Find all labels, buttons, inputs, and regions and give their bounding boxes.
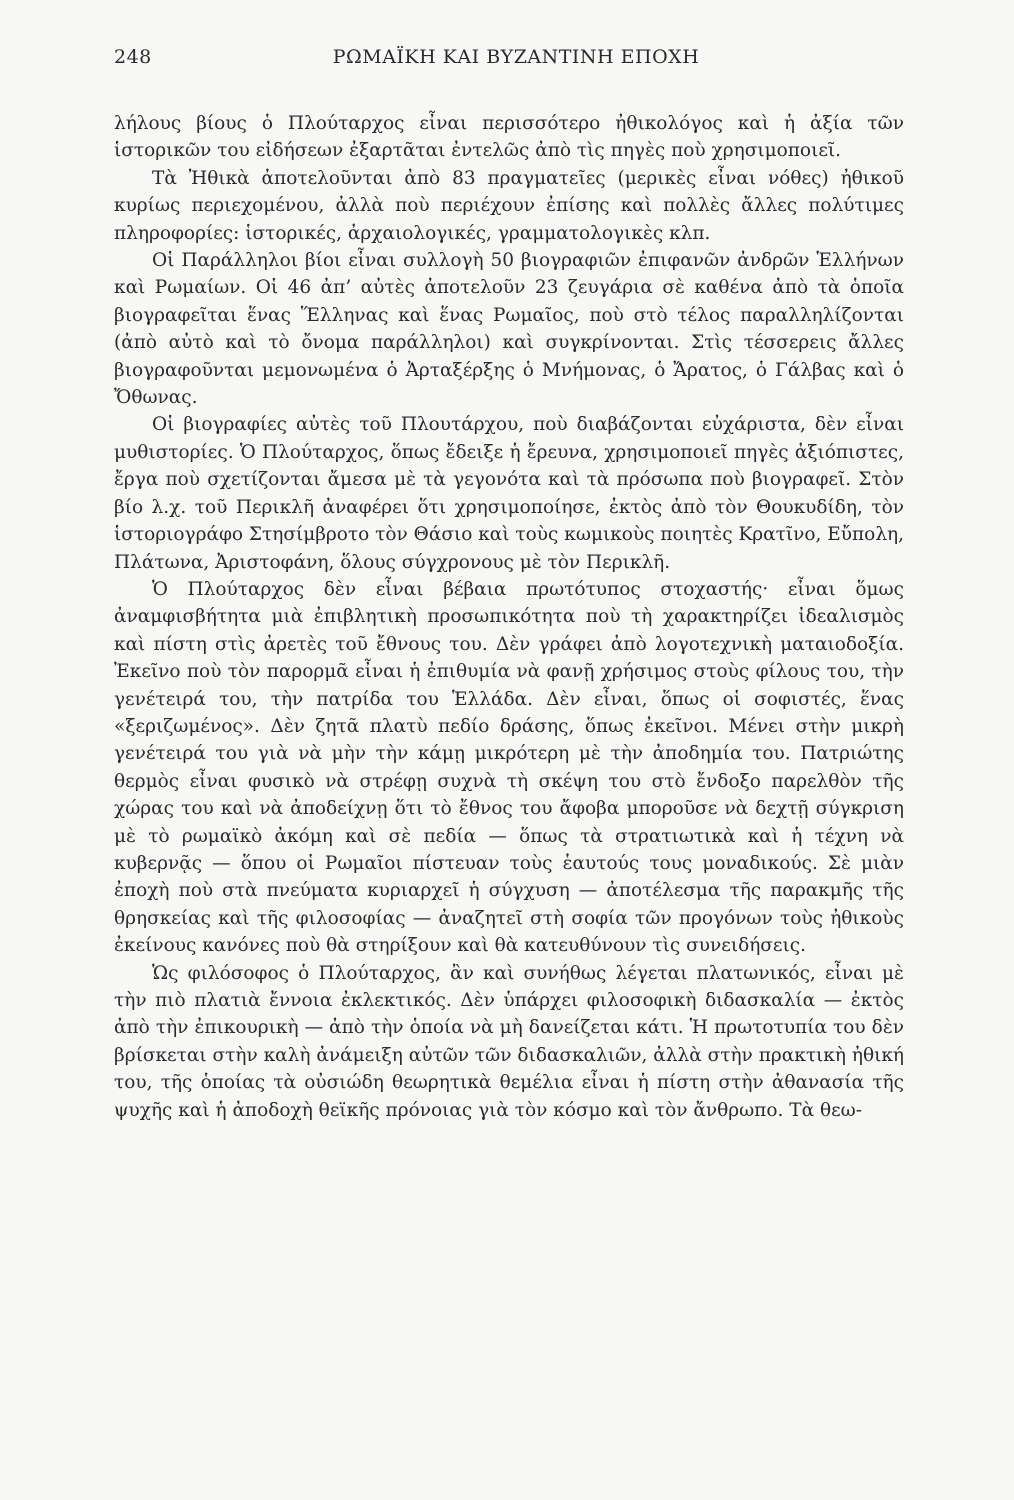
running-title: ΡΩΜΑΪΚΗ ΚΑΙ ΒΥΖΑΝΤΙΝΗ ΕΠΟΧΗ [332,46,700,68]
page-number: 248 [114,46,152,68]
paragraph: Τὰ Ἠθικὰ ἀποτελοῦνται ἀπὸ 83 πραγματεῖες (μερικὲς εἶναι νόθες) ἠθικοῦ κυρίως περιεχομένου, ἀλλὰ ποὺ περιέχουν ἐπίσης καὶ πολλὲς ἄλλες πολύτιμες πληροφορίες: ἱστορικές, ἀρχαιολογικές, γραμματολογικὲς κλπ. [114,167,904,244]
paragraph: Ὁ Πλούταρχος δὲν εἶναι βέβαια πρωτότυπος στοχαστής· εἶναι ὅμως ἀναμφισβήτητα μιὰ ἐπιβλητικὴ προσωπικότητα ποὺ τὴ χαρακτηρίζει ἰδεαλισμὸς καὶ πίστη στὶς ἀρετὲς τοῦ ἔθνους του. Δὲν γράφει ἀπὸ λογοτεχνικὴ ματαιοδοξία. Ἐκεῖνο ποὺ τὸν παρορμᾶ εἶναι ἡ ἐπιθυμία νὰ φανῇ χρήσιμος στοὺς φίλους του, τὴν γενέτειρά του, τὴν πατρίδα του Ἑλλάδα. Δὲν εἶναι, ὅπως οἱ σοφιστές, ἕνας «ξεριζωμένος». Δὲν ζητᾶ πλατὺ πεδίο δράσης, ὅπως ἐκεῖνοι. Μένει στὴν μικρὴ γενέτειρά του γιὰ νὰ μὴν τὴν κάμῃ μικρότερη μὲ τὴν ἀποδημία του. Πατριώτης θερμὸς εἶναι φυσικὸ νὰ στρέφῃ συχνὰ τὴ σκέψη του στὸ ἔνδοξο παρελθὸν τῆς χώρας του καὶ νὰ ἀποδείχνῃ ὅτι τὸ ἔθνος του ἄφοβα μποροῦσε νὰ δεχτῇ σύγκριση μὲ τὸ ρωμαϊκὸ ἀκόμη καὶ σὲ πεδία — ὅπως τὰ στρατιωτικὰ καὶ ἡ τέχνη νὰ κυβερνᾷς — ὅπου οἱ Ρωμαῖοι πίστευαν τοὺς ἑαυτούς τους μοναδικούς. Σὲ μιὰν ἐποχὴ ποὺ στὰ πνεύματα κυριαρχεῖ ἡ σύγχυση — ἀποτέλεσμα τῆς παρακμῆς τῆς θρησκείας καὶ τῆς φιλοσοφίας — ἀναζητεῖ στὴ σοφία τῶν προγόνων τοὺς ἠθικοὺς ἐκείνους κανόνες ποὺ θὰ στηρίξουν καὶ θὰ κατευθύνουν τὶς συνειδήσεις. [114,578,904,957]
paragraph: λήλους βίους ὁ Πλούταρχος εἶναι περισσότερο ἠθικολόγος καὶ ἡ ἀξία τῶν ἱστορικῶν του εἰδήσεων ἐξαρτᾶται ἐντελῶς ἀπὸ τὶς πηγὲς ποὺ χρησιμοποιεῖ. [114,113,904,162]
paragraph: Οἱ Παράλληλοι βίοι εἶναι συλλογὴ 50 βιογραφιῶν ἐπιφανῶν ἀνδρῶν Ἑλλήνων καὶ Ρωμαίων. Οἱ 46 ἀπ’ αὐτὲς ἀποτελοῦν 23 ζευγάρια σὲ καθένα ἀπὸ τὰ ὁποῖα βιογραφεῖται ἕνας Ἕλληνας καὶ ἕνας Ρωμαῖος, ποὺ στὸ τέλος παραλληλίζονται (ἀπὸ αὐτὸ καὶ τὸ ὄνομα παράλληλοι) καὶ συγκρίνονται. Στὶς τέσσερεις ἄλλες βιογραφοῦνται μεμονωμένα ὁ Ἀρταξέρξης ὁ Μνήμονας, ὁ Ἄρατος, ὁ Γάλβας καὶ ὁ Ὄθωνας. [114,250,904,409]
paragraph: Ὡς φιλόσοφος ὁ Πλούταρχος, ἂν καὶ συνήθως λέγεται πλατωνικός, εἶναι μὲ τὴν πιὸ πλατιὰ ἔννοια ἐκλεκτικός. Δὲν ὑπάρχει φιλοσοφικὴ διδασκαλία — ἐκτὸς ἀπὸ τὴν ἐπικουρικὴ — ἀπὸ τὴν ὁποία νὰ μὴ δανείζεται κάτι. Ἡ πρωτοτυπία του δὲν βρίσκεται στὴν καλὴ ἀνάμειξη αὐτῶν τῶν διδασκαλιῶν, ἀλλὰ στὴν πρακτικὴ ἠθική του, τῆς ὁποίας τὰ οὐσιώδη θεωρητικὰ θεμέλια εἶναι ἡ πίστη στὴν ἀθανασία τῆς ψυχῆς καὶ ἡ ἀποδοχὴ θεϊκῆς πρόνοιας γιὰ τὸν κόσμο καὶ τὸν ἄνθρωπο. Τὰ θεω- [114,962,904,1121]
page-header [114,46,918,76]
paragraph: Οἱ βιογραφίες αὐτὲς τοῦ Πλουτάρχου, ποὺ διαβάζονται εὐχάριστα, δὲν εἶναι μυθιστορίες. Ὁ Πλούταρχος, ὅπως ἔδειξε ἡ ἔρευνα, χρησιμοποιεῖ πηγὲς ἀξιόπιστες, ἔργα ποὺ σχετίζονται ἄμεσα μὲ τὰ γεγονότα καὶ τὰ πρόσωπα ποὺ βιογραφεῖ. Στὸν βίο λ.χ. τοῦ Περικλῆ ἀναφέρει ὅτι χρησιμοποίησε, ἐκτὸς ἀπὸ τὸν Θουκυδίδη, τὸν ἱστοριογράφο Στησίμβροτο τὸν Θάσιο καὶ τοὺς κωμικοὺς ποιητὲς Κρατῖνο, Εὔπολη, Πλάτωνα, Ἀριστοφάνη, ὅλους σύγχρονους μὲ τὸν Περικλῆ. [114,414,905,573]
body-text [114,110,904,1124]
